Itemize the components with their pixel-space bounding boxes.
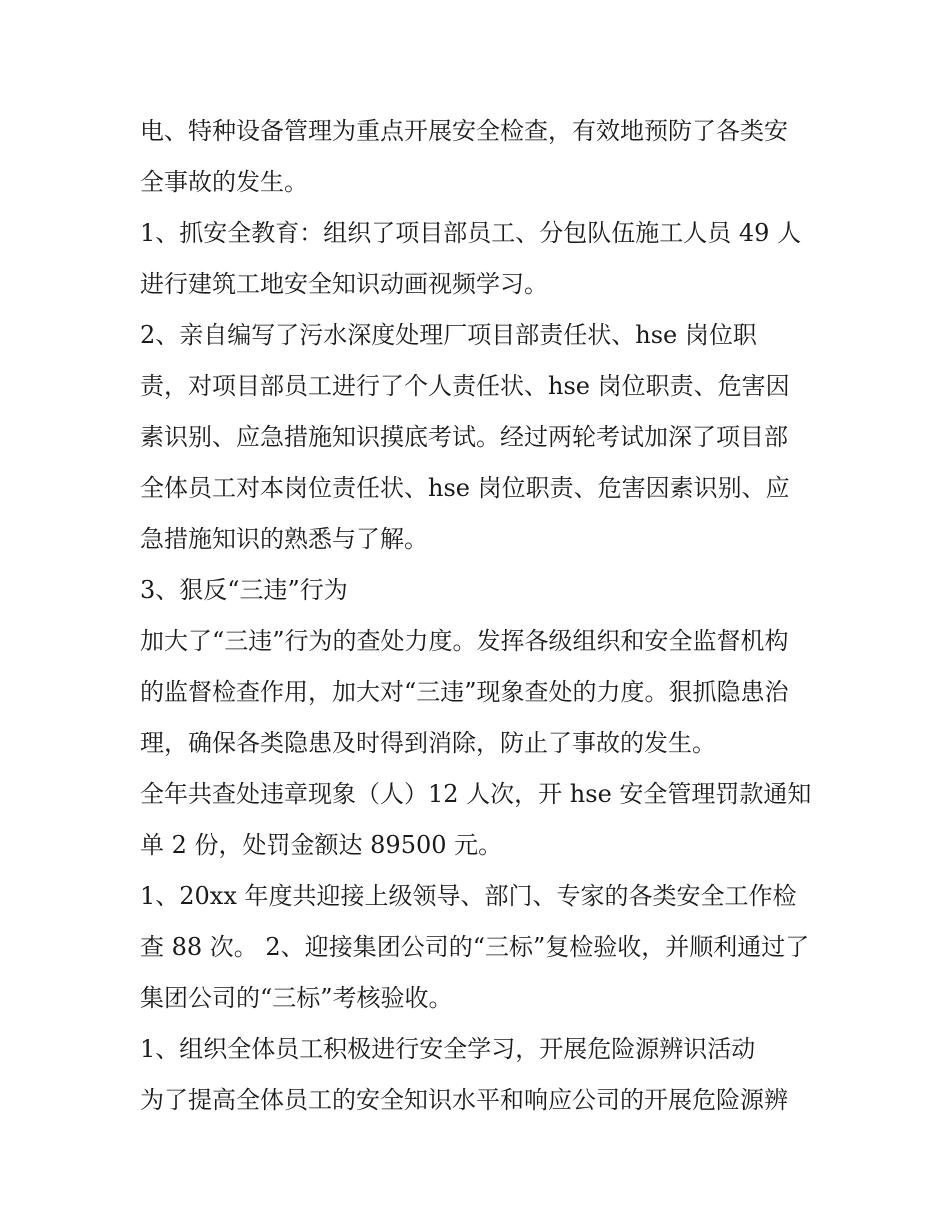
text-line: 1、20xx 年度共迎接上级领导、部门、专家的各类安全工作检 — [140, 882, 797, 910]
text-line: 进行建筑工地安全知识动画视频学习。 — [140, 270, 548, 298]
text-line: 单 2 份，处罚金额达 89500 元。 — [140, 831, 503, 859]
text-line: 电、特种设备管理为重点开展安全检查，有效地预防了各类安 — [140, 117, 788, 145]
text-line: 1、组织全体员工积极进行安全学习，开展危险源辨识活动 — [140, 1035, 756, 1063]
text-line: 的监督检查作用，加大对“三违”现象查处的力度。狠抓隐患治 — [140, 678, 789, 706]
text-line: 责，对项目部员工进行了个人责任状、hse 岗位职责、危害因 — [140, 372, 790, 400]
text-line: 全事故的发生。 — [140, 168, 308, 196]
text-line: 加大了“三违”行为的查处力度。发挥各级组织和安全监督机构 — [140, 627, 789, 655]
text-line: 理，确保各类隐患及时得到消除，防止了事故的发生。 — [140, 729, 716, 757]
text-line: 3、狠反“三违”行为 — [140, 576, 348, 604]
text-line: 1、抓安全教育：组织了项目部员工、分包队伍施工人员 49 人 — [140, 219, 802, 247]
text-line: 为了提高全体员工的安全知识水平和响应公司的开展危险源辨 — [140, 1086, 788, 1114]
text-line: 集团公司的“三标”考核验收。 — [140, 984, 453, 1012]
text-line: 查 88 次。 2、迎接集团公司的“三标”复检验收，并顺利通过了 — [140, 933, 810, 961]
document-body — [140, 106, 820, 1126]
text-line: 素识别、应急措施知识摸底考试。经过两轮考试加深了项目部 — [140, 423, 788, 451]
text-line: 全年共查处违章现象（人）12 人次，开 hse 安全管理罚款通知 — [140, 780, 812, 808]
text-line: 急措施知识的熟悉与了解。 — [140, 525, 428, 553]
text-line: 全体员工对本岗位责任状、hse 岗位职责、危害因素识别、应 — [140, 474, 790, 502]
text-line: 2、亲自编写了污水深度处理厂项目部责任状、hse 岗位职 — [140, 321, 757, 349]
